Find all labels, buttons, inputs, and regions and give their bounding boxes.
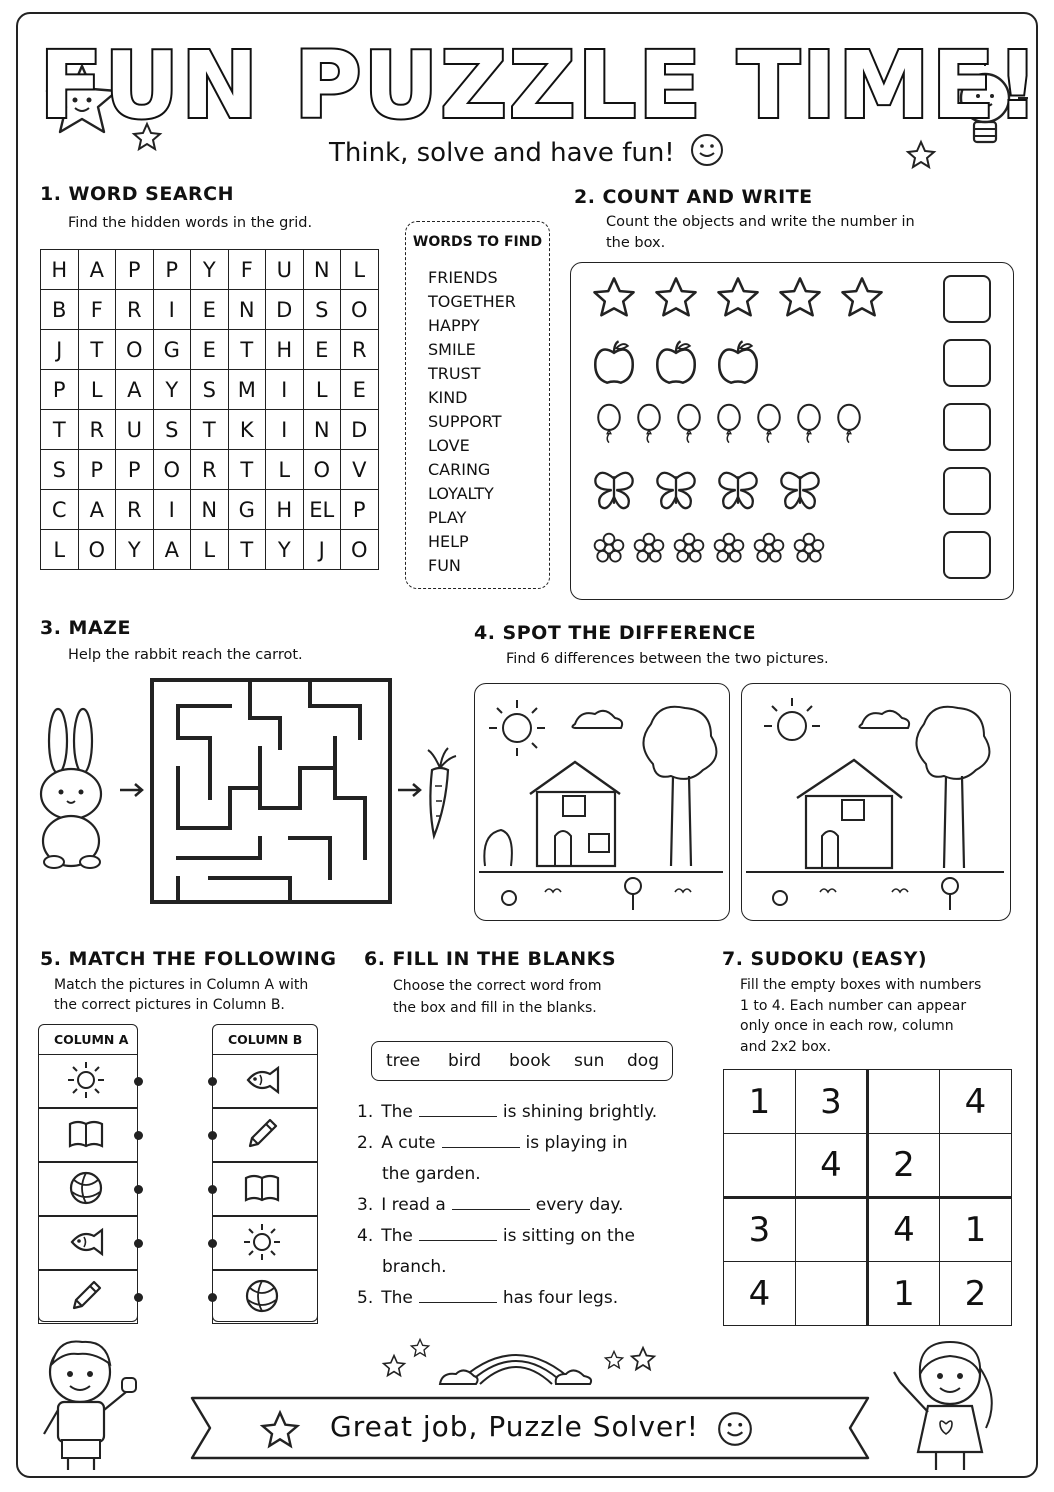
word-search-cell[interactable]: T <box>228 330 266 370</box>
arrow-right-icon <box>118 780 146 800</box>
word-search-cell[interactable]: S <box>303 290 341 330</box>
word-search-cell[interactable]: F <box>228 250 266 290</box>
fish-icon <box>66 1222 106 1266</box>
word-search-cell[interactable]: T <box>228 450 266 490</box>
word-to-find: PLAY <box>428 508 467 527</box>
word-bank-word: tree <box>386 1051 421 1071</box>
word-bank <box>371 1041 673 1081</box>
maze-instruction: Help the rabbit reach the carrot. <box>68 647 303 663</box>
flower-icon <box>791 531 827 571</box>
word-search-cell[interactable]: F <box>78 290 116 330</box>
word-search-cell[interactable]: N <box>303 410 341 450</box>
sentence-start: I read a <box>381 1195 446 1215</box>
count-answer-box[interactable] <box>943 339 991 387</box>
sudoku-empty-cell[interactable] <box>868 1070 940 1134</box>
count-write-instruction-1: Count the objects and write the number in <box>606 214 915 230</box>
butterfly-icon <box>777 467 823 518</box>
sudoku-given-cell: 1 <box>724 1070 796 1134</box>
sentence-start: The <box>381 1226 413 1246</box>
sentence-start: A cute <box>381 1133 436 1153</box>
word-search-cell[interactable]: O <box>153 450 191 490</box>
word-bank-word: book <box>509 1051 551 1071</box>
sudoku-given-cell: 3 <box>724 1198 796 1262</box>
word-search-cell[interactable]: P <box>41 370 79 410</box>
sun-icon <box>242 1222 282 1266</box>
word-search-cell[interactable]: R <box>116 490 154 530</box>
word-search-cell[interactable]: L <box>303 370 341 410</box>
word-search-cell[interactable]: A <box>78 490 116 530</box>
page-title <box>39 22 1041 140</box>
word-search-cell[interactable]: I <box>266 410 304 450</box>
sudoku-heading: 7. SUDOKU (EASY) <box>722 948 928 970</box>
word-search-cell[interactable]: L <box>41 530 79 570</box>
star-icon <box>260 1410 300 1450</box>
flower-icon <box>711 531 747 571</box>
word-search-cell[interactable]: M <box>228 370 266 410</box>
column-b-label: COLUMN B <box>228 1032 303 1047</box>
word-search-cell[interactable]: D <box>266 290 304 330</box>
apple-icon <box>653 339 699 390</box>
sudoku-given-cell: 3 <box>796 1070 868 1134</box>
word-search-cell[interactable]: O <box>116 330 154 370</box>
carrot-icon <box>418 746 462 842</box>
word-search-cell[interactable]: U <box>116 410 154 450</box>
word-search-cell[interactable]: H <box>266 490 304 530</box>
blank-answer-line[interactable] <box>419 1227 497 1241</box>
word-search-cell[interactable]: N <box>191 490 229 530</box>
star-icon <box>777 275 823 326</box>
sentence-number: 5. <box>357 1288 374 1308</box>
sudoku-given-cell: 4 <box>724 1262 796 1326</box>
word-search-cell[interactable]: T <box>191 410 229 450</box>
sudoku-given-cell: 1 <box>940 1198 1012 1262</box>
word-search-heading: 1. WORD SEARCH <box>40 183 235 205</box>
word-to-find: FRIENDS <box>428 268 498 287</box>
word-search-cell[interactable]: R <box>341 330 379 370</box>
sentence-end: is playing in <box>525 1133 628 1153</box>
count-write-instruction-2: the box. <box>606 235 666 251</box>
sudoku-row <box>724 1262 1012 1326</box>
star-icon <box>630 1346 656 1372</box>
word-to-find: TOGETHER <box>428 292 516 311</box>
word-search-cell[interactable]: I <box>153 290 191 330</box>
star-icon <box>382 1354 406 1378</box>
sudoku-instruction <box>740 975 1030 1057</box>
star-icon <box>653 275 699 326</box>
spot-difference-instruction: Find 6 differences between the two pictures. <box>506 651 829 667</box>
word-search-cell[interactable]: K <box>228 410 266 450</box>
difference-picture-left <box>474 683 730 921</box>
word-search-cell[interactable]: C <box>41 490 79 530</box>
pencil-icon <box>66 1276 106 1320</box>
star-icon <box>591 275 637 326</box>
word-search-cell[interactable]: R <box>78 410 116 450</box>
sudoku-given-cell: 4 <box>868 1198 940 1262</box>
word-search-cell[interactable]: J <box>41 330 79 370</box>
star-icon <box>410 1338 430 1358</box>
match-dot[interactable] <box>208 1185 217 1194</box>
kid-girl-illustration <box>882 1328 1022 1476</box>
sun-icon <box>66 1060 106 1104</box>
word-search-cell[interactable]: P <box>78 450 116 490</box>
word-to-find: CARING <box>428 460 491 479</box>
match-dot[interactable] <box>208 1077 217 1086</box>
sudoku-grid <box>723 1069 1012 1326</box>
word-search-cell[interactable]: EL <box>303 490 341 530</box>
words-to-find-title: WORDS TO FIND <box>412 234 543 250</box>
blank-answer-line[interactable] <box>452 1196 530 1210</box>
spot-difference-heading: 4. SPOT THE DIFFERENCE <box>474 622 757 644</box>
pencil-icon <box>242 1114 282 1158</box>
word-search-cell[interactable]: E <box>191 290 229 330</box>
word-search-cell[interactable]: T <box>228 530 266 570</box>
word-bank-word: sun <box>574 1051 605 1071</box>
sudoku-row <box>724 1070 1012 1134</box>
words-to-find-box <box>405 221 550 589</box>
match-dot[interactable] <box>208 1239 217 1248</box>
word-search-cell[interactable]: B <box>41 290 79 330</box>
word-search-cell[interactable]: P <box>116 250 154 290</box>
butterfly-icon <box>591 467 637 518</box>
word-search-cell[interactable]: T <box>41 410 79 450</box>
match-dot[interactable] <box>134 1077 143 1086</box>
blank-answer-line[interactable] <box>419 1289 497 1303</box>
ball-icon <box>66 1168 106 1212</box>
word-search-cell[interactable]: D <box>341 410 379 450</box>
word-search-cell[interactable]: I <box>266 370 304 410</box>
word-search-grid <box>40 249 379 570</box>
fill-blank-sentence <box>357 1133 628 1153</box>
count-answer-box[interactable] <box>943 467 991 515</box>
sentence-number: 4. <box>357 1226 374 1246</box>
match-dot[interactable] <box>208 1131 217 1140</box>
word-to-find: HAPPY <box>428 316 480 335</box>
word-search-cell[interactable]: R <box>116 290 154 330</box>
sudoku-instruction-line: Fill the empty boxes with numbers <box>740 977 982 993</box>
sentence-number: 3. <box>357 1195 374 1215</box>
word-to-find: TRUST <box>428 364 481 383</box>
sudoku-empty-cell[interactable] <box>940 1134 1012 1198</box>
word-to-find: LOYALTY <box>428 484 494 503</box>
ball-icon <box>242 1276 282 1320</box>
count-write-panel <box>570 262 1014 600</box>
sentence-end: is sitting on the <box>502 1226 635 1246</box>
rainbow-icon <box>436 1336 596 1388</box>
book-icon <box>242 1168 282 1212</box>
balloon-icon <box>831 403 867 443</box>
smiley-icon <box>716 1410 754 1448</box>
word-search-cell[interactable]: P <box>153 250 191 290</box>
word-search-cell[interactable]: A <box>116 370 154 410</box>
balloon-icon <box>711 403 747 443</box>
word-search-cell[interactable]: O <box>78 530 116 570</box>
word-search-cell[interactable]: E <box>191 330 229 370</box>
word-search-cell[interactable]: N <box>303 250 341 290</box>
match-dot[interactable] <box>134 1293 143 1302</box>
fill-blank-sentence <box>357 1195 623 1215</box>
smiley-icon <box>689 132 725 175</box>
flower-icon <box>751 531 787 571</box>
sentence-end: every day. <box>535 1195 624 1215</box>
butterfly-icon <box>653 467 699 518</box>
match-instruction-2: the correct pictures in Column B. <box>54 997 285 1013</box>
word-bank-word: dog <box>627 1051 659 1071</box>
sudoku-given-cell: 1 <box>868 1262 940 1326</box>
word-search-cell[interactable]: T <box>78 330 116 370</box>
svg-text:FUN PUZZLE TIME!: FUN PUZZLE TIME! <box>39 32 1041 139</box>
word-search-row <box>41 250 379 290</box>
word-search-row <box>41 450 379 490</box>
word-search-cell[interactable]: Y <box>116 530 154 570</box>
word-search-cell[interactable]: P <box>341 490 379 530</box>
sentence-start: The <box>381 1288 413 1308</box>
word-search-cell[interactable]: L <box>191 530 229 570</box>
sentence-number: 1. <box>357 1102 374 1122</box>
word-search-cell[interactable]: R <box>191 450 229 490</box>
fill-blanks-instruction-2: the box and fill in the blanks. <box>393 1000 597 1016</box>
page-subtitle: Think, solve and have fun! <box>0 132 1054 175</box>
sudoku-instruction-line: and 2x2 box. <box>740 1038 832 1055</box>
word-search-cell[interactable]: S <box>153 410 191 450</box>
count-write-heading: 2. COUNT AND WRITE <box>574 186 813 208</box>
apple-icon <box>591 339 637 390</box>
sentence-number: 2. <box>357 1133 374 1153</box>
rabbit-icon <box>28 706 113 871</box>
count-answer-box[interactable] <box>943 275 991 323</box>
word-search-cell[interactable]: P <box>116 450 154 490</box>
words-to-find-list <box>428 266 516 578</box>
flower-icon <box>671 531 707 571</box>
match-area <box>38 1024 320 1324</box>
balloon-icon <box>671 403 707 443</box>
sudoku-instruction-line: only once in each row, column <box>740 1018 954 1034</box>
word-search-cell[interactable]: U <box>266 250 304 290</box>
maze-heading: 3. MAZE <box>40 617 131 639</box>
word-search-row <box>41 490 379 530</box>
sentence-end: is shining brightly. <box>502 1102 658 1122</box>
word-search-instruction: Find the hidden words in the grid. <box>68 215 313 231</box>
banner-text: Great job, Puzzle Solver! <box>330 1410 699 1443</box>
match-heading: 5. MATCH THE FOLLOWING <box>40 948 337 970</box>
word-search-cell[interactable]: O <box>341 530 379 570</box>
word-search-cell[interactable]: O <box>341 290 379 330</box>
sudoku-row <box>724 1134 1012 1198</box>
word-to-find: SUPPORT <box>428 412 502 431</box>
fill-blank-sentence <box>357 1288 618 1308</box>
word-search-cell[interactable]: V <box>341 450 379 490</box>
word-search-cell[interactable]: O <box>303 450 341 490</box>
fill-blank-sentence <box>357 1102 657 1122</box>
fish-icon <box>242 1060 282 1104</box>
kid-boy-illustration <box>22 1330 152 1475</box>
word-search-cell[interactable]: S <box>41 450 79 490</box>
word-search-cell[interactable]: L <box>78 370 116 410</box>
word-search-cell[interactable]: E <box>341 370 379 410</box>
word-search-cell[interactable]: A <box>153 530 191 570</box>
fill-blanks-instruction-1: Choose the correct word from <box>393 978 602 994</box>
word-to-find: FUN <box>428 556 461 575</box>
star-icon <box>715 275 761 326</box>
word-search-row <box>41 410 379 450</box>
word-to-find: HELP <box>428 532 469 551</box>
word-to-find: LOVE <box>428 436 470 455</box>
word-search-cell[interactable]: S <box>191 370 229 410</box>
balloon-icon <box>631 403 667 443</box>
sudoku-row <box>724 1198 1012 1262</box>
sudoku-given-cell: 2 <box>940 1262 1012 1326</box>
word-to-find: SMILE <box>428 340 476 359</box>
difference-picture-right <box>741 683 1011 921</box>
sudoku-given-cell: 2 <box>868 1134 940 1198</box>
fill-blank-sentence <box>357 1226 635 1246</box>
match-dot[interactable] <box>134 1131 143 1140</box>
fill-blanks-heading: 6. FILL IN THE BLANKS <box>364 948 617 970</box>
star-icon <box>604 1350 624 1370</box>
blank-answer-line[interactable] <box>419 1103 497 1117</box>
count-answer-box[interactable] <box>943 531 991 579</box>
column-a-label: COLUMN A <box>54 1032 129 1047</box>
sudoku-given-cell: 4 <box>796 1134 868 1198</box>
word-search-row <box>41 530 379 570</box>
sudoku-given-cell: 4 <box>940 1070 1012 1134</box>
sudoku-empty-cell[interactable] <box>724 1134 796 1198</box>
maze <box>150 678 392 904</box>
butterfly-icon <box>715 467 761 518</box>
balloon-icon <box>751 403 787 443</box>
word-search-row <box>41 370 379 410</box>
count-answer-box[interactable] <box>943 403 991 451</box>
word-search-cell[interactable]: L <box>266 450 304 490</box>
balloon-icon <box>791 403 827 443</box>
word-search-cell[interactable]: L <box>341 250 379 290</box>
flower-icon <box>631 531 667 571</box>
sudoku-instruction-line: 1 to 4. Each number can appear <box>740 997 967 1014</box>
sudoku-empty-cell[interactable] <box>796 1198 868 1262</box>
word-search-cell[interactable]: A <box>78 250 116 290</box>
word-search-cell[interactable]: Y <box>266 530 304 570</box>
word-search-row <box>41 330 379 370</box>
sentence-start: The <box>381 1102 413 1122</box>
flower-icon <box>591 531 627 571</box>
word-search-cell[interactable]: I <box>153 490 191 530</box>
match-instruction-1: Match the pictures in Column A with <box>54 977 309 993</box>
star-icon <box>839 275 885 326</box>
word-search-cell[interactable]: N <box>228 290 266 330</box>
book-icon <box>66 1114 106 1158</box>
sudoku-empty-cell[interactable] <box>796 1262 868 1326</box>
sentence-continuation: branch. <box>382 1257 447 1277</box>
word-search-cell[interactable]: G <box>153 330 191 370</box>
balloon-icon <box>591 403 627 443</box>
blank-answer-line[interactable] <box>442 1134 520 1148</box>
word-to-find: KIND <box>428 388 468 407</box>
sentence-end: has four legs. <box>502 1288 619 1308</box>
word-search-row <box>41 290 379 330</box>
fill-blanks-sentences <box>357 1102 687 1322</box>
word-search-cell[interactable]: G <box>228 490 266 530</box>
match-dot[interactable] <box>208 1293 217 1302</box>
word-search-cell[interactable]: H <box>41 250 79 290</box>
apple-icon <box>715 339 761 390</box>
word-search-cell[interactable]: Y <box>191 250 229 290</box>
word-search-cell[interactable]: Y <box>153 370 191 410</box>
match-dot[interactable] <box>134 1185 143 1194</box>
sentence-continuation: the garden. <box>382 1164 481 1184</box>
word-bank-word: bird <box>448 1051 481 1071</box>
word-search-cell[interactable]: E <box>303 330 341 370</box>
word-search-cell[interactable]: J <box>303 530 341 570</box>
word-search-cell[interactable]: H <box>266 330 304 370</box>
match-dot[interactable] <box>134 1239 143 1248</box>
